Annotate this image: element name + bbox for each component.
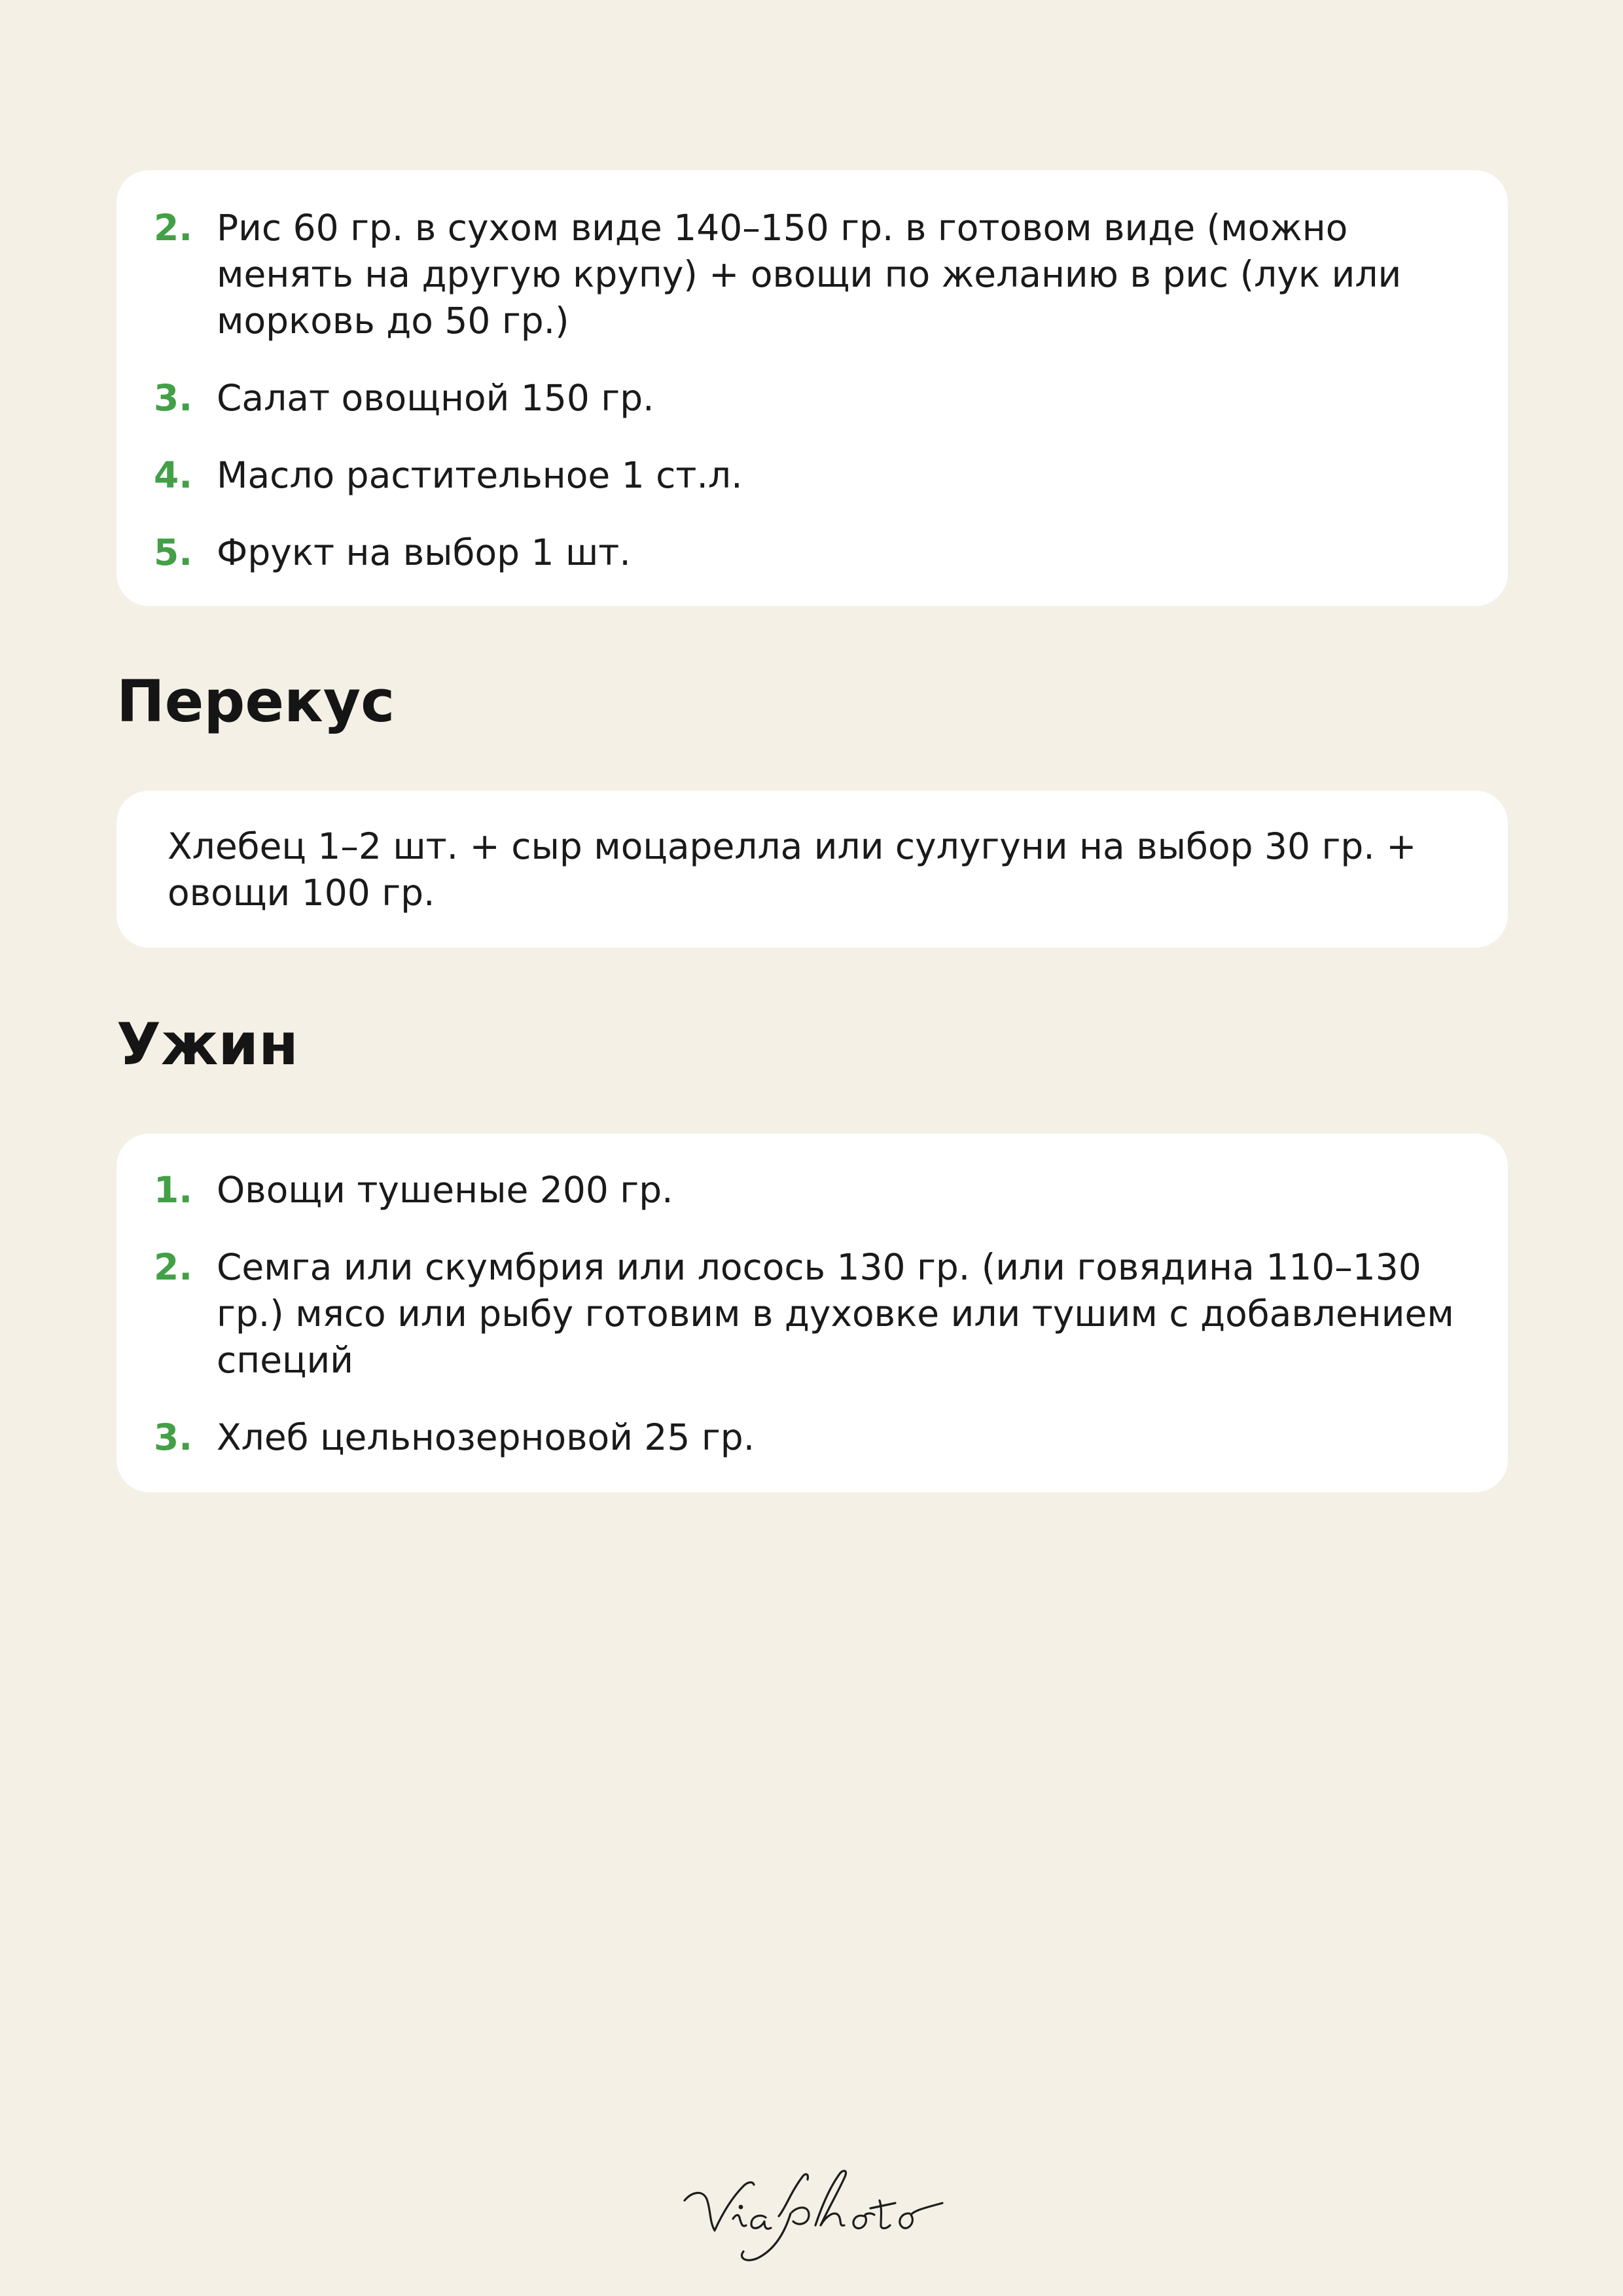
list-text: Рис 60 гр. в сухом виде 140–150 гр. в готовом виде (можно менять на другую крупу) + овощи по желанию в рис (лук или морковь до 50 гр.) <box>217 207 1402 342</box>
list-text: Масло растительное 1 ст.л. <box>217 454 743 496</box>
list-item <box>116 1414 1482 1461</box>
list-item <box>116 1244 1482 1384</box>
list-text: Овощи тушеные 200 гр. <box>217 1169 673 1211</box>
list-number: 3. <box>154 377 193 419</box>
list-text: Семга или скумбрия или лосось 130 гр. (или говядина 110–130 гр.) мясо или рыбу готовим в духовке или тушим с добавлением специй <box>217 1246 1454 1381</box>
lunch-card <box>116 170 1508 606</box>
dinner-heading: Ужин <box>116 1011 298 1078</box>
list-number: 4. <box>154 454 193 496</box>
list-text: Фрукт на выбор 1 шт. <box>217 531 631 573</box>
snack-text: Хлебец 1–2 шт. + сыр моцарелла или сулугуни на выбор 30 гр. + овощи 100 гр. <box>168 825 1417 914</box>
list-number: 2. <box>154 1246 193 1288</box>
list-number: 2. <box>154 207 193 249</box>
list-text: Салат овощной 150 гр. <box>217 377 654 419</box>
list-number: 3. <box>154 1416 193 1458</box>
dinner-list <box>116 1167 1482 1461</box>
list-item <box>116 452 1469 499</box>
list-item <box>116 529 1469 576</box>
dinner-card <box>116 1134 1508 1492</box>
list-item <box>116 375 1469 422</box>
signature-logo <box>681 2153 955 2271</box>
list-item <box>116 205 1469 344</box>
lunch-list <box>116 205 1469 576</box>
list-number: 1. <box>154 1169 193 1211</box>
list-number: 5. <box>154 531 193 573</box>
snack-card <box>116 791 1508 948</box>
snack-heading: Перекус <box>116 668 395 735</box>
list-item <box>116 1167 1482 1213</box>
list-text: Хлеб цельнозерновой 25 гр. <box>217 1416 755 1458</box>
